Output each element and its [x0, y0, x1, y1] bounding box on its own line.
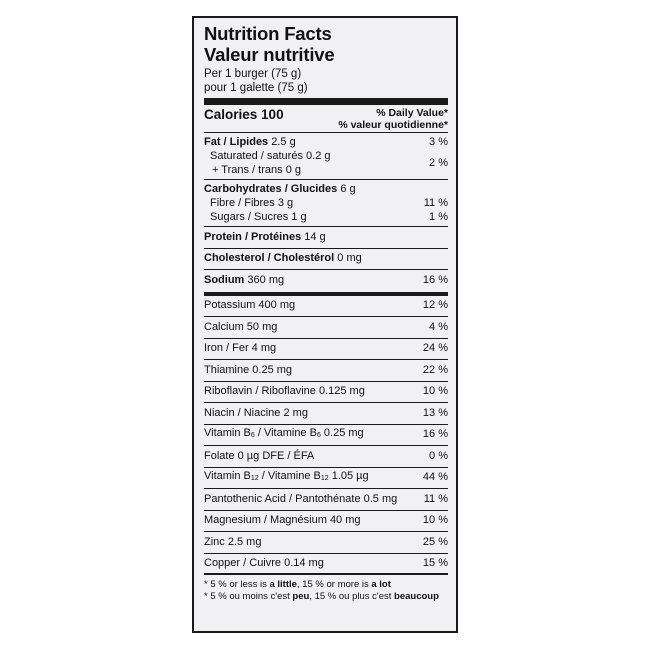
- sugars-label: Sugars / Sucres: [210, 211, 289, 223]
- carbs-amount: 6 g: [340, 183, 356, 195]
- nutrient-row-pantothenic: [204, 489, 448, 511]
- nutrient-dv: 13 %: [422, 406, 448, 419]
- nutrient-row-copper: [204, 554, 448, 576]
- fibre-amount: 3 g: [277, 197, 294, 209]
- nutrient-label: Riboflavin / Riboflavine 0.125 mg: [204, 385, 365, 398]
- sodium-label: Sodium: [204, 274, 245, 287]
- nutrient-dv: 25 %: [422, 535, 448, 548]
- nutrient-row-iron: [204, 339, 448, 361]
- sodium-dv: 16 %: [422, 274, 448, 287]
- calories-row: [204, 105, 448, 133]
- nutrient-dv: 11 %: [423, 492, 448, 505]
- sodium-amount: 360 mg: [247, 274, 285, 287]
- nutrient-dv: 16 %: [422, 428, 448, 441]
- calories-value: 100: [261, 107, 284, 122]
- nutrient-row-riboflavin: [204, 382, 448, 404]
- trans-label: + Trans / trans: [212, 164, 283, 176]
- footnote-fr: * 5 % ou moins c'est peu, 15 % ou plus c'est beaucoup: [204, 591, 439, 602]
- protein-row: [204, 227, 448, 249]
- sugars-dv: 1 %: [429, 211, 448, 223]
- nutrient-label: Vitamin $B_6$ / Vitamine $B_6$ 0.25 mg: [204, 427, 364, 440]
- nutrient-label: Folate 0 µg DFE / ÉFA: [204, 449, 315, 462]
- nutrient-label: Iron / Fer 4 mg: [204, 342, 277, 355]
- dv-header-en: % Daily Value*: [376, 107, 448, 119]
- carbs-label: Carbohydrates / Glucides: [204, 183, 338, 195]
- nutrient-dv: 24 %: [422, 342, 448, 355]
- sugars-amount: 1 g: [291, 211, 307, 223]
- nutrient-row-vitamin-b12: [204, 468, 448, 490]
- nutrient-dv: 4 %: [429, 320, 448, 333]
- nutrient-label: Potassium 400 mg: [204, 299, 296, 312]
- fat-dv: 3 %: [429, 136, 448, 148]
- nutrient-dv: 15 %: [422, 556, 448, 569]
- nutrient-label: Niacin / Niacine 2 mg: [204, 406, 308, 419]
- nutrition-facts-label: [192, 16, 458, 633]
- calories-label: Calories: [204, 107, 258, 122]
- protein-label: Protein / Protéines: [204, 230, 302, 243]
- fat-group: [204, 133, 448, 180]
- footnote: [204, 575, 448, 603]
- fibre-label: Fibre / Fibres: [210, 197, 275, 209]
- nutrient-dv: 44 %: [422, 471, 448, 484]
- fibre-dv: 11 %: [423, 197, 448, 209]
- trans-amount: 0 g: [285, 164, 301, 176]
- fat-label: Fat / Lipides: [204, 136, 269, 148]
- nutrient-row-thiamine: [204, 360, 448, 382]
- nutrient-label: Thiamine 0.25 mg: [204, 363, 293, 376]
- nutrient-label: Magnesium / Magnésium 40 mg: [204, 514, 361, 527]
- fat-amount: 2.5 g: [271, 136, 296, 148]
- saturated-amount: 0.2 g: [306, 150, 331, 162]
- nutrient-dv: 0 %: [429, 449, 448, 462]
- carbs-group: [204, 180, 448, 227]
- sodium-row: [204, 270, 448, 292]
- title-fr: Valeur nutritive: [204, 44, 335, 65]
- nutrient-label: Calcium 50 mg: [204, 320, 278, 333]
- cholesterol-label: Cholesterol / Cholestérol: [204, 252, 335, 265]
- nutrient-row-calcium: [204, 317, 448, 339]
- nutrient-row-folate: [204, 446, 448, 468]
- nutrient-row-zinc: [204, 532, 448, 554]
- nutrient-label: Vitamin $B_{12}$ / Vitamine $B_{12}$ 1.05 µg: [204, 470, 369, 483]
- nutrient-label: Pantothenic Acid / Pantothénate 0.5 mg: [204, 492, 398, 505]
- cholesterol-amount: 0 mg: [337, 252, 362, 265]
- protein-amount: 14 g: [304, 230, 326, 243]
- nutrient-dv: 12 %: [422, 299, 448, 312]
- title-en: Nutrition Facts: [204, 23, 332, 44]
- cholesterol-row: [204, 249, 448, 271]
- nutrient-row-vitamin-b6: [204, 425, 448, 447]
- nutrient-dv: 22 %: [422, 363, 448, 376]
- nutrient-row-potassium: [204, 296, 448, 318]
- nutrient-dv: 10 %: [422, 514, 448, 527]
- nutrient-row-magnesium: [204, 511, 448, 533]
- nutrient-label: Zinc 2.5 mg: [204, 535, 262, 548]
- serving-fr: pour 1 galette (75 g): [204, 82, 308, 94]
- thick-divider: [204, 98, 448, 105]
- nutrient-label: Copper / Cuivre 0.14 mg: [204, 556, 324, 569]
- saturated-label: Saturated / saturés: [210, 150, 303, 162]
- daily-value-header: [338, 107, 448, 131]
- nutrient-dv: 10 %: [422, 385, 448, 398]
- serving-en: Per 1 burger (75 g): [204, 68, 302, 80]
- calories: [204, 107, 284, 122]
- footnote-en: * 5 % or less is a little, 15 % or more is a lot: [204, 579, 391, 590]
- sat-trans-dv: 2 %: [429, 157, 448, 169]
- nutrient-row-niacin: [204, 403, 448, 425]
- dv-header-fr: % valeur quotidienne*: [338, 119, 448, 131]
